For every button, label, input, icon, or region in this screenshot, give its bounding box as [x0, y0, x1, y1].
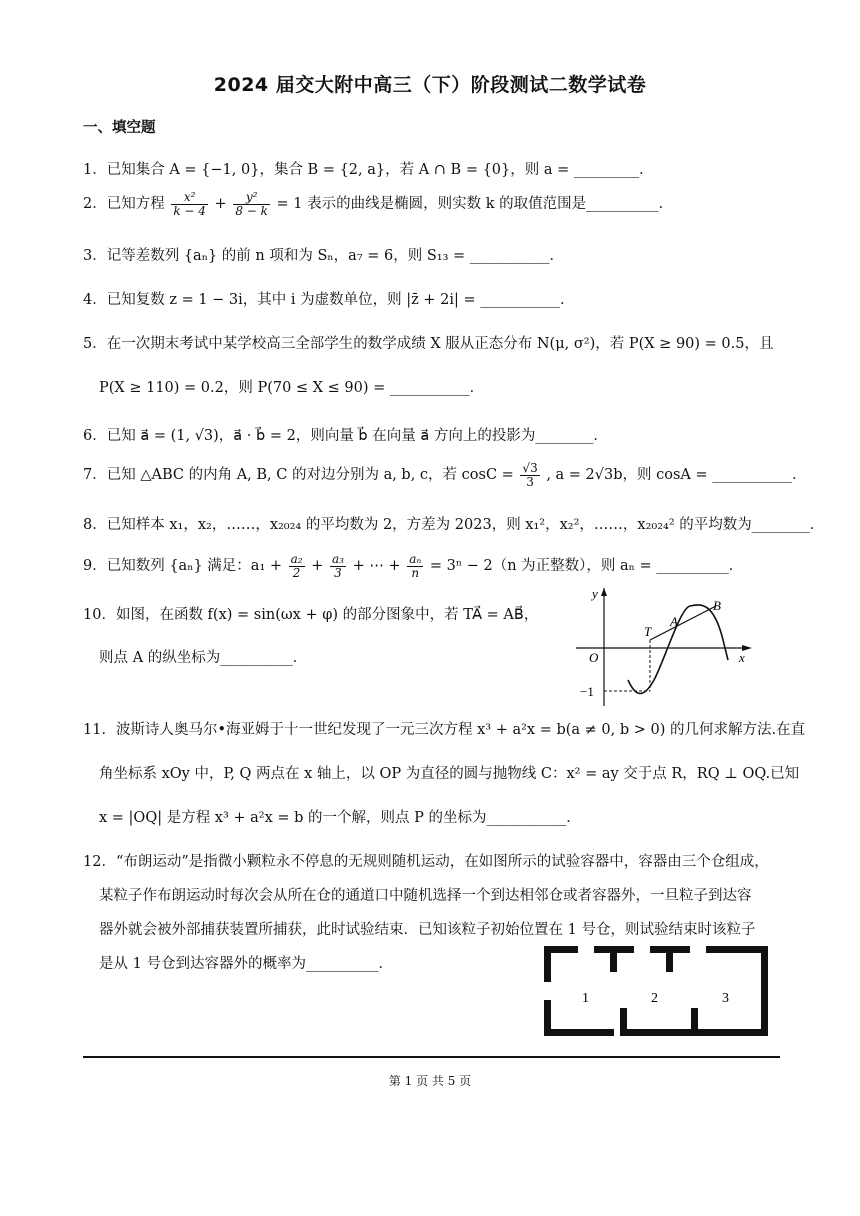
question-5-line-1: 5．在一次期末考试中某学校高三全部学生的数学成绩 X 服从正态分布 N(μ, σ²)，若 P(X ≥ 90) = 0.5，且	[83, 336, 774, 352]
q9-prefix: 9．已知数列 {aₙ} 满足：a₁ +	[83, 558, 283, 575]
q2-frac2-numerator: y²	[233, 191, 270, 205]
question-9: 9．已知数列 {aₙ} 满足：a₁ + $\frac{\text{a₂}}{2}$ + $\frac{\text{a₃}}{3}$ + ⋯ + $\frac{\text{aₙ}}{n}$ = 3ⁿ − 2（n 为正整数），则 aₙ = __________．	[83, 552, 744, 580]
q2-suffix: = 1 表示的曲线是椭圆，则实数 k 的取值范围是__________．	[276, 196, 674, 213]
sine-curve	[628, 605, 728, 694]
q9-fraction-2	[330, 553, 346, 579]
q9-frac3-denominator: n	[411, 565, 420, 580]
question-3: 3．记等差数列 {aₙ} 的前 n 项和为 Sₙ，a₇ = 6，则 S₁₃ = ___________．	[83, 248, 565, 264]
q7-frac-denominator: 3	[526, 474, 534, 489]
question-12-line-4: 是从 1 号仓到达容器外的概率为__________．	[99, 956, 393, 972]
q9-middle: + ⋯ +	[352, 558, 401, 575]
question-11-line-3: x = |OQ| 是方程 x³ + a²x = b 的一个解，则点 P 的坐标为___________．	[99, 810, 581, 826]
y-label: y	[592, 588, 598, 601]
question-10-line-1: 10．如图，在函数 f(x) = sin(ωx + φ) 的部分图象中，若 TA⃗ = AB⃗，	[83, 607, 539, 623]
q2-frac1-numerator: x²	[171, 191, 208, 205]
q7-prefix: 7．已知 △ABC 的内角 A, B, C 的对边分别为 a, b, c，若 cosC =	[83, 467, 514, 484]
point-A-label: A	[670, 614, 678, 629]
question-11-line-2: 角坐标系 xOy 中，P, Q 两点在 x 轴上，以 OP 为直径的圆与抛物线 C：x² = ay 交于点 R，RQ ⊥ OQ.已知	[99, 766, 800, 782]
question-12-line-2: 某粒子作布朗运动时每次会从所在仓的通道口中随机选择一个到达相邻仓或者容器外，一旦粒子到达容	[99, 888, 752, 904]
x-label: x	[739, 650, 745, 665]
q2-prefix: 2．已知方程	[83, 196, 165, 213]
page-title: 2024 届交大附中高三（下）阶段测试二数学试卷	[213, 74, 647, 96]
footer-divider	[83, 1056, 780, 1058]
question-4: 4．已知复数 z = 1 − 3i，其中 i 为虚数单位，则 |z̄ + 2i| = ___________．	[83, 292, 575, 308]
section-heading: 一、填空题	[83, 120, 156, 136]
q2-frac1-denominator: k − 4	[173, 203, 206, 218]
q9-fraction-1	[289, 553, 305, 579]
q9-fraction-3	[407, 553, 423, 579]
segment-TB	[650, 606, 716, 640]
question-2	[83, 191, 673, 217]
q2-fraction-x	[171, 191, 208, 217]
q9-frac1-numerator: a₂	[290, 552, 303, 566]
q9-frac1-denominator: 2	[292, 565, 301, 580]
question-6: 6．已知 a⃗ = (1, √3)，a⃗ · b⃗ = 2，则向量 b⃗ 在向量 a⃗ 方向上的投影为________．	[83, 428, 608, 444]
q9-frac2-denominator: 3	[334, 565, 342, 580]
question-10-line-2: 则点 A 的纵坐标为__________．	[99, 650, 308, 666]
q7-frac-numerator: √3	[522, 461, 538, 475]
q9-suffix: = 3ⁿ − 2（n 为正整数），则 aₙ = __________．	[429, 558, 744, 575]
q9-frac3-numerator: aₙ	[409, 552, 422, 566]
question-11-line-1: 11．波斯诗人奥马尔•海亚姆于十一世纪发现了一元三次方程 x³ + a²x = b(a ≠ 0, b > 0) 的几何求解方法.在直	[83, 722, 806, 738]
question-7	[83, 462, 807, 488]
question-8: 8．已知样本 x₁，x₂，……，x₂₀₂₄ 的平均数为 2，方差为 2023，则 x₁²，x₂²，……，x₂₀₂₄² 的平均数为________．	[83, 517, 825, 533]
y-axis-arrow-icon	[601, 588, 607, 596]
sine-graph-figure	[576, 588, 758, 706]
container-3-label: 3	[722, 991, 729, 1006]
q2-frac2-denominator: 8 − k	[235, 203, 268, 218]
page-footer: 第 1 页 共 5 页	[388, 1074, 472, 1088]
container-2-label: 2	[651, 991, 658, 1006]
q9-frac2-numerator: a₃	[331, 552, 344, 566]
minus-one-label: −1	[580, 684, 594, 699]
question-12-line-3: 器外就会被外部捕获装置所捕获，此时试验结束．已知该粒子初始位置在 1 号仓，则试验结束时该粒子	[99, 922, 756, 938]
brownian-container-figure	[544, 946, 768, 1036]
container-1-label: 1	[582, 991, 589, 1006]
question-12-line-1: 12．“布朗运动”是指微小颗粒永不停息的无规则随机运动，在如图所示的试验容器中，容器由三个仓组成，	[83, 854, 769, 870]
q2-plus: +	[214, 196, 227, 213]
q7-suffix: , a = 2√3b，则 cosA = ___________．	[546, 467, 807, 484]
point-B-label: B	[713, 598, 721, 613]
point-T-label: T	[644, 624, 652, 639]
q7-fraction	[520, 462, 539, 488]
q2-fraction-y	[233, 191, 270, 217]
question-1: 1．已知集合 A = {−1, 0}，集合 B = {2, a}，若 A ∩ B = {0}，则 a = _________．	[83, 162, 654, 178]
origin-label: O	[589, 650, 599, 665]
question-5-line-2: P(X ≥ 110) = 0.2，则 P(70 ≤ X ≤ 90) = ___________．	[99, 380, 485, 396]
